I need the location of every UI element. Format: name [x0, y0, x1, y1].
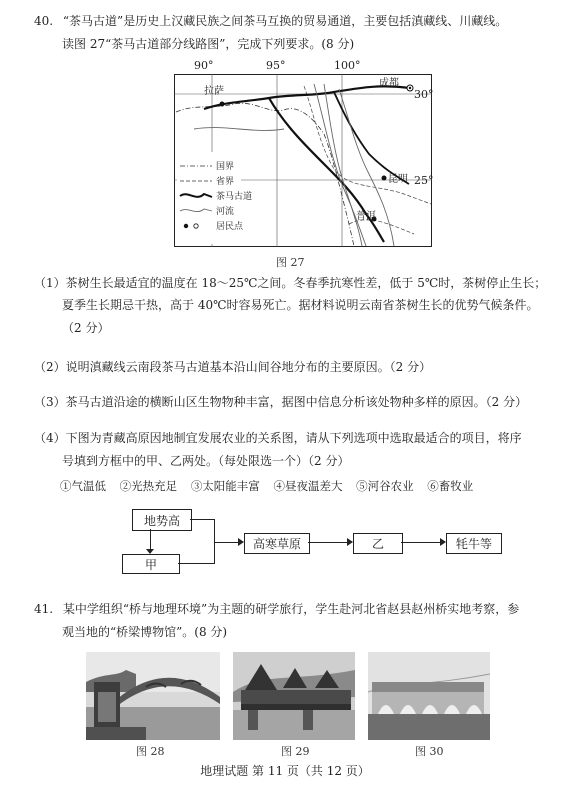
- flow-box-grassland: 高寒草原: [244, 533, 310, 554]
- legend-provincial-border: 省界: [216, 177, 235, 187]
- arrow-head-icon: [440, 538, 446, 546]
- option-item: ①气温低: [60, 479, 106, 493]
- q41-line1: [34, 602, 519, 617]
- flow-box-jia: 甲: [122, 554, 180, 574]
- photo-wind-rain-bridge: [233, 652, 355, 740]
- photo-stone-arch-bridge: [368, 652, 490, 740]
- q40-sub1-line3: （2 分）: [62, 321, 110, 335]
- figure-27-caption: 图 27: [276, 256, 305, 269]
- page-footer: 地理试题 第 11 页（共 12 页）: [200, 764, 370, 778]
- q40-number: 40.: [34, 14, 54, 28]
- map-svg: [174, 74, 432, 247]
- map-lon-label: 95°: [266, 59, 286, 72]
- q40-sub2: （2）说明滇藏线云南段茶马古道基本沿山间谷地分布的主要原因。（2 分）: [34, 360, 432, 374]
- map-place-lhasa: 拉萨: [204, 86, 224, 97]
- answer-options: [60, 478, 483, 494]
- map-place-chengdu: 成都: [379, 78, 399, 89]
- option-item: ②光热充足: [119, 479, 178, 493]
- option-item: ⑥畜牧业: [427, 479, 474, 493]
- q40-sub1-line1: （1）茶树生长最适宜的温度在 18～25℃之间。冬春季抗寒性差，低于 5℃时，茶树停止生长；: [34, 276, 547, 290]
- legend-tea-horse-road: 茶马古道: [216, 192, 253, 202]
- map-lat-label: 30°: [414, 88, 434, 101]
- q40-intro-line2: 读图 27“茶马古道部分线路图”，完成下列要求。(8 分): [62, 37, 355, 51]
- option-item: ④昼夜温差大: [273, 479, 343, 493]
- q40-intro-line1: “茶马古道”是历史上汉藏民族之间茶马互换的贸易通道，主要包括滇藏线、川藏线。: [62, 14, 508, 28]
- option-item: ③太阳能丰富: [190, 479, 260, 493]
- q41-number: 41.: [34, 602, 54, 616]
- q40-sub1-line2: 夏季生长期忌干热，高于 40℃时容易死亡。据材料说明云南省茶树生长的优势气候条件。: [62, 298, 539, 312]
- tea-horse-road-map: [174, 59, 434, 247]
- arrow-head-icon: [146, 549, 154, 554]
- flow-box-terrain: 地势高: [132, 509, 192, 531]
- legend-river: 河流: [216, 207, 235, 217]
- q40-sub3: （3）茶马古道沿途的横断山区生物物种丰富，据图中信息分析该处物种多样的原因。（2 分）: [34, 395, 528, 409]
- flow-arrow-to-grassland: [214, 542, 239, 543]
- q40-sub4-line2: 号填到方框中的甲、乙两处。（每处限选一个）（2 分）: [62, 454, 350, 468]
- map-lat-label: 25°: [414, 174, 434, 187]
- q41-line2: 观当地的“桥梁博物馆”。(8 分): [62, 625, 228, 639]
- q40-line1: [34, 14, 507, 29]
- flow-box-yak: 牦牛等: [446, 533, 502, 554]
- flow-arrow-down: [150, 529, 151, 550]
- flow-arrow-to-yak: [401, 542, 440, 543]
- figure-29-caption: 图 29: [281, 745, 310, 758]
- flow-line: [190, 519, 214, 520]
- figure-28-caption: 图 28: [136, 745, 165, 758]
- map-lon-label: 90°: [194, 59, 214, 72]
- flow-line: [178, 563, 214, 564]
- flow-arrow-to-yi: [308, 542, 347, 543]
- arrow-head-icon: [238, 538, 244, 546]
- photo-zhaozhou-bridge: [86, 652, 220, 740]
- figure-30-caption: 图 30: [415, 745, 444, 758]
- map-lon-label: 100°: [334, 59, 361, 72]
- map-place-kunming: 昆明: [388, 174, 408, 185]
- legend-settlement: 居民点: [216, 222, 244, 232]
- map-place-puer: 普洱: [356, 211, 376, 222]
- option-item: ⑤河谷农业: [356, 479, 414, 493]
- q40-sub4-line1: （4）下图为青藏高原因地制宜发展农业的关系图，请从下列选项中选取最适合的项目，将序: [34, 431, 522, 445]
- q41-text-line1: 某中学组织“桥与地理环境”为主题的研学旅行，学生赴河北省赵县赵州桥实地考察，参: [62, 602, 520, 616]
- arrow-head-icon: [347, 538, 353, 546]
- flow-box-yi: 乙: [353, 533, 403, 554]
- legend-national-border: 国界: [216, 162, 235, 172]
